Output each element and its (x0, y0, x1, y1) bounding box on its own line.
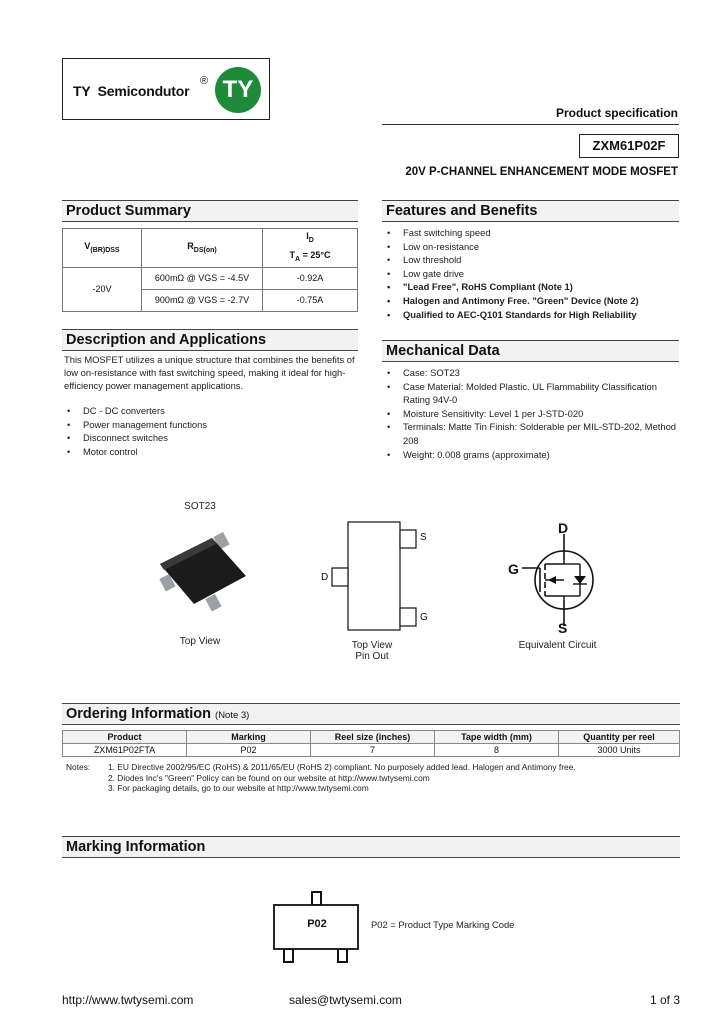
column-header: Marking (187, 731, 311, 744)
company-name: TY Semicondutor (73, 83, 190, 99)
list-item: • Case Material: Molded Plastic. UL Flammability Classification Rating 94V-0 (382, 380, 679, 407)
sot23-package-image (150, 518, 260, 618)
rds-value: 600mΩ @ VGS = -4.5V (142, 267, 263, 289)
circuit-label-s: S (558, 620, 568, 636)
spec-label: Product specification (555, 106, 678, 120)
company-logo: TY (215, 67, 261, 113)
table-cell: 3000 Units (559, 744, 680, 757)
ordering-title-text: Ordering Information (66, 706, 211, 722)
ordering-title (62, 703, 680, 725)
vbr-header: $V_{(BR)DSS}$ (63, 229, 142, 268)
list-item: • Moisture Sensitivity: Level 1 per J-STD-020 (382, 407, 679, 421)
ordering-note-ref: (Note 3) (215, 710, 250, 721)
mechanical-list (382, 366, 679, 461)
id-value: -0.92A (263, 267, 358, 289)
pinout-caption (340, 640, 404, 662)
footer-website-link[interactable]: http://www.twtysemi.com (62, 993, 194, 1007)
divider (382, 124, 679, 125)
table-cell: 7 (311, 744, 435, 757)
circuit-label-d: D (558, 520, 569, 536)
column-header: Reel size (inches) (311, 731, 435, 744)
features-title: Features and Benefits (382, 200, 679, 222)
pin-label-g: G (420, 612, 428, 623)
table-cell: 8 (435, 744, 559, 757)
equivalent-circuit-symbol (508, 534, 608, 626)
description-title: Description and Applications (62, 329, 358, 351)
marking-code: P02 (307, 918, 327, 930)
product-summary-table (62, 228, 358, 312)
list-item: • Motor control (62, 445, 358, 459)
list-item: • Halogen and Antimony Free. "Green" Device (Note 2) (382, 294, 679, 308)
list-item: • Disconnect switches (62, 431, 358, 445)
list-item: • Low threshold (382, 253, 679, 267)
note-item: 1. EU Directive 2002/95/EC (RoHS) & 2011/65/EU (RoHS 2) compliant. No purposely added lead. Halogen and Antimony free. (108, 762, 576, 772)
pin-label-s: S (420, 532, 427, 543)
footer-email-link[interactable]: sales@twtysemi.com (289, 993, 402, 1007)
list-item: • Power management functions (62, 418, 358, 432)
pinout-caption-line2: Pin Out (355, 651, 389, 662)
top-view-caption: Top View (179, 636, 221, 647)
list-item: • DC - DC converters (62, 404, 358, 418)
page-subtitle: 20V P-CHANNEL ENHANCEMENT MODE MOSFET (405, 166, 678, 178)
marking-legend: P02 = Product Type Marking Code (371, 919, 515, 930)
product-summary-title: Product Summary (62, 200, 358, 222)
column-header: Quantity per reel (559, 731, 680, 744)
note-item: 2. Diodes Inc's "Green" Policy can be found on our website at http://www.twtysemi.com (108, 772, 430, 783)
registered-mark: ® (200, 75, 209, 87)
equivalent-circuit-caption: Equivalent Circuit (518, 640, 597, 651)
list-item: • Low gate drive (382, 267, 679, 281)
circuit-label-g: G (508, 561, 519, 577)
column-header: Product (63, 731, 187, 744)
list-item: • Qualified to AEC-Q101 Standards for High Reliability (382, 308, 679, 322)
list-item: • Low on-resistance (382, 240, 679, 254)
table-cell: ZXM61P02FTA (63, 744, 187, 757)
note-item: 3. For packaging details, go to our website at http://www.twtysemi.com (108, 783, 369, 794)
list-item: • Terminals: Matte Tin Finish: Solderable per MIL-STD-202, Method 208 (382, 420, 679, 447)
column-header: Tape width (mm) (435, 731, 559, 744)
list-item: • Weight: 0.008 grams (approximate) (382, 448, 679, 462)
pin-label-d: D (321, 572, 329, 583)
list-item: • Case: SOT23 (382, 366, 679, 380)
table-cell: P02 (187, 744, 311, 757)
part-number: ZXM61P02F (579, 134, 679, 158)
rds-header: $R_{DS(on)}$ (142, 229, 263, 268)
id-header: $I_D$ $T_A = 25^\circ C$ (263, 229, 358, 268)
marking-title: Marking Information (62, 836, 680, 858)
vbr-value: -20V (63, 267, 142, 311)
pinout-diagram (316, 520, 436, 632)
notes-label: Notes: (66, 762, 91, 772)
rds-value: 900mΩ @ VGS = -2.7V (142, 289, 263, 311)
mechanical-title: Mechanical Data (382, 340, 679, 362)
pinout-caption-line1: Top View (351, 640, 393, 651)
list-item: • Fast switching speed (382, 226, 679, 240)
sot23-label: SOT23 (184, 501, 216, 512)
id-value: -0.75A (263, 289, 358, 311)
page-number: 1 of 3 (649, 993, 680, 1007)
ordering-table (62, 730, 680, 757)
description-text: This MOSFET utilizes a unique structure that combines the benefits of low on-resistance with fast switching speed, making it ideal for high-efficiency power management applications. (64, 354, 355, 391)
logo-box (62, 58, 270, 120)
applications-list (62, 404, 358, 458)
features-list (382, 226, 679, 321)
list-item: • "Lead Free", RoHS Compliant (Note 1) (382, 280, 679, 294)
notes-block (66, 762, 576, 794)
